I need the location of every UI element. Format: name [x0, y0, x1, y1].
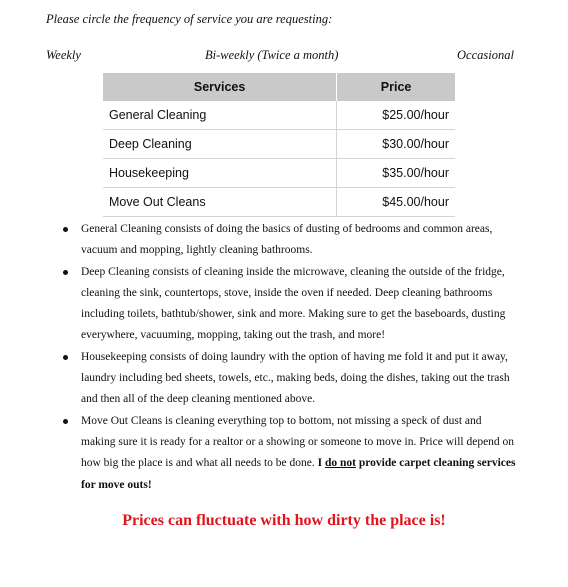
housekeeping-description: Housekeeping consists of doing laundry with the option of having me fold it and put it away, laundry including bed sheets, towels, etc., making beds, doing the dishes, taking out the trash and then all of the deep cleaning mentioned above.: [81, 350, 510, 406]
table-row: [103, 101, 455, 130]
services-price-table: [103, 73, 455, 217]
service-descriptions-list: [62, 219, 517, 496]
carpet-disclaimer-emphasis: do not: [325, 457, 357, 470]
frequency-option-occasional[interactable]: Occasional: [457, 48, 514, 62]
frequency-option-biweekly[interactable]: Bi-weekly (Twice a month): [205, 48, 339, 62]
frequency-option-weekly[interactable]: Weekly: [46, 48, 81, 62]
list-item-deep-cleaning: [62, 262, 517, 347]
table-row: [103, 130, 455, 159]
service-name-cell: Housekeeping: [103, 159, 337, 188]
table-header-row: [103, 73, 455, 101]
service-name-cell: General Cleaning: [103, 101, 337, 130]
deep-cleaning-description: Deep Cleaning consists of cleaning inside the microwave, cleaning the outside of the fridge, cleaning the sink, countertops, stove, inside the oven if needed. Deep cleaning bathrooms including toilets, bathtub/shower, sink and more. Making sure to get the baseboards, dusting everywhere, vacuuming, mopping, taking out the trash, and more!: [81, 265, 506, 342]
service-price-cell: $30.00/hour: [337, 130, 455, 159]
carpet-disclaimer-text: provide carpet cleaning services for move outs!: [81, 457, 516, 491]
service-price-cell: $45.00/hour: [337, 188, 455, 217]
price-fluctuation-notice: Prices can fluctuate with how dirty the place is!: [122, 512, 446, 529]
price-column-header: Price: [337, 73, 455, 101]
list-item-housekeeping: [62, 347, 517, 411]
service-price-cell: $25.00/hour: [337, 101, 455, 130]
service-name-cell: Move Out Cleans: [103, 188, 337, 217]
general-cleaning-description: General Cleaning consists of doing the basics of dusting of bedrooms and common areas, vacuum and mopping, lightly cleaning bathrooms.: [81, 223, 493, 257]
list-item-general-cleaning: [62, 219, 517, 262]
service-name-cell: Deep Cleaning: [103, 130, 337, 159]
list-item-move-out-cleans: [62, 411, 517, 496]
move-out-description: Move Out Cleans is cleaning everything top to bottom, not missing a speck of dust and making sure it is ready for a realtor or a showing or someone to move in. Price will depend on how big the place is and what all needs to be done.: [81, 414, 515, 470]
services-column-header: Services: [103, 73, 337, 101]
table-row: [103, 159, 455, 188]
frequency-instruction: Please circle the frequency of service you are requesting:: [46, 12, 333, 26]
carpet-disclaimer-prefix: I: [317, 457, 323, 470]
service-price-cell: $35.00/hour: [337, 159, 455, 188]
table-row: [103, 188, 455, 217]
